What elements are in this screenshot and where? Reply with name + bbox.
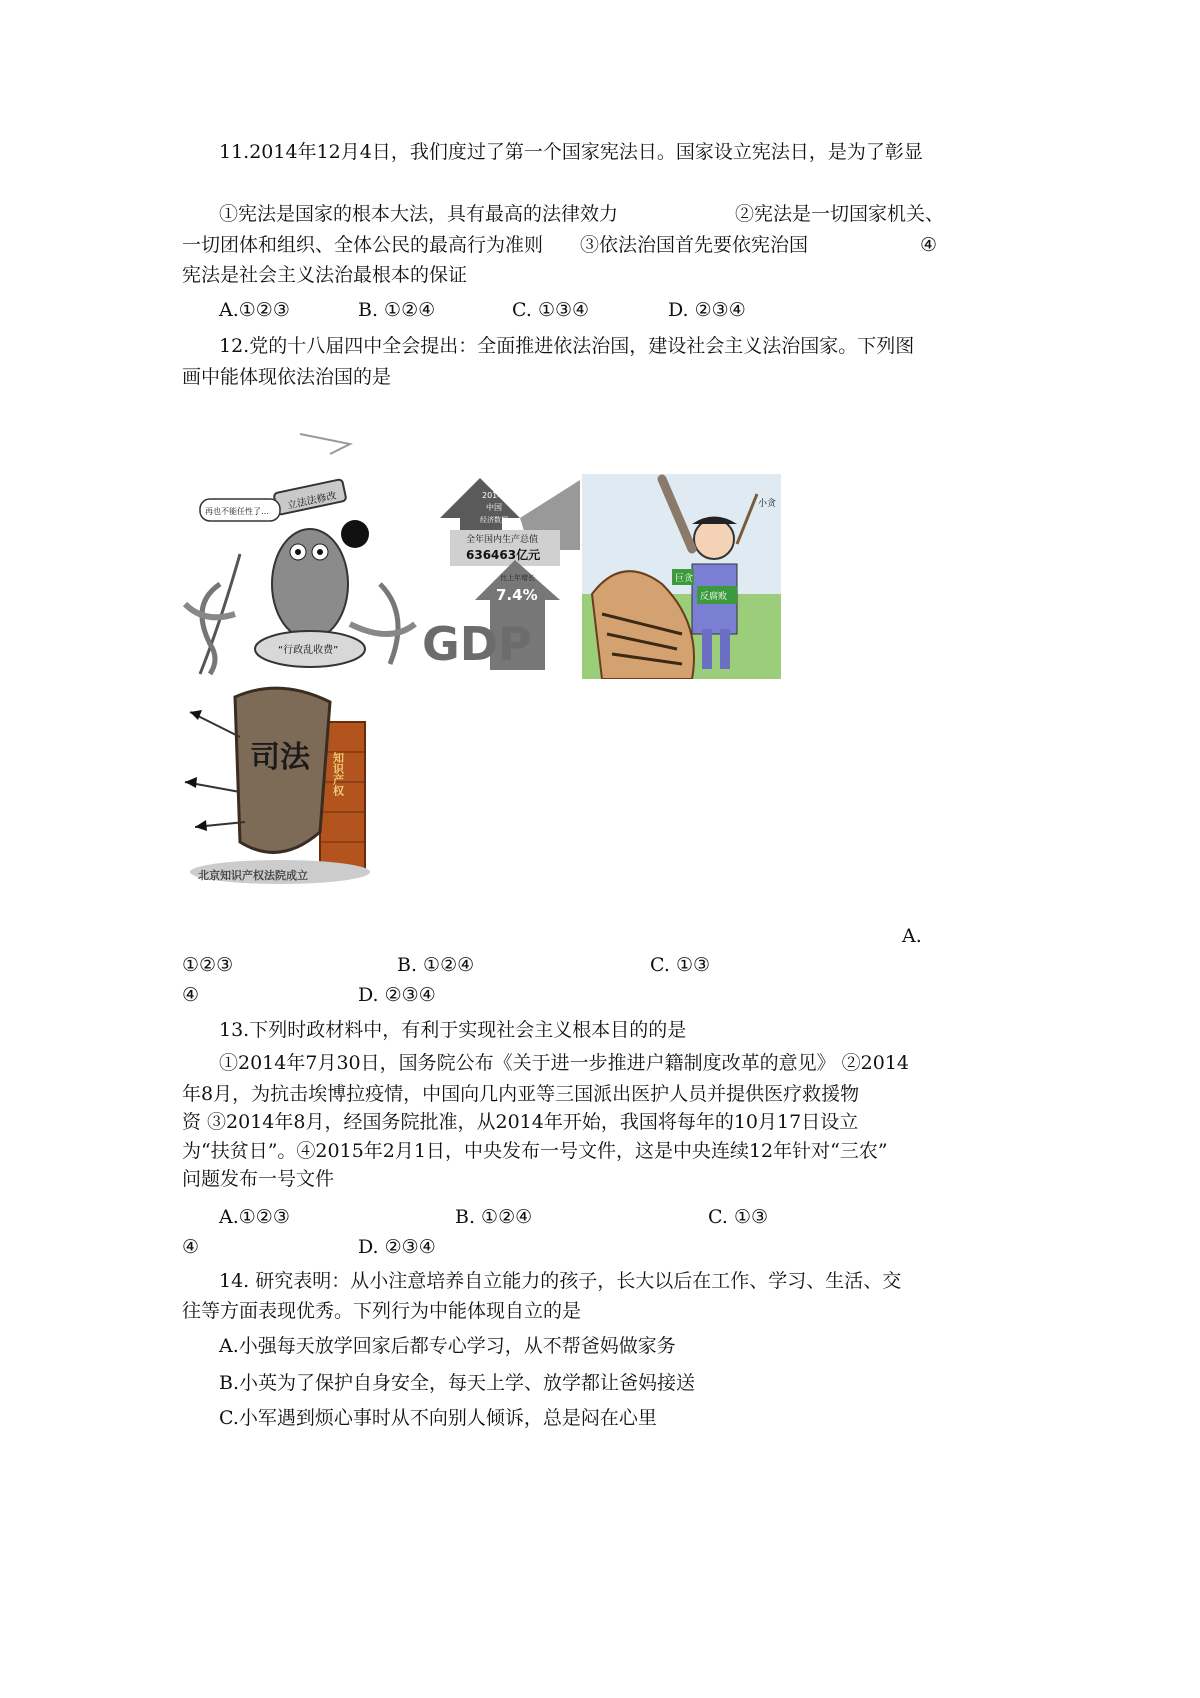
q12-choice-c-tail: ④ [182,984,200,1006]
q12-choice-a-value: ①②③ [182,954,234,976]
q13-material-line2: 年8月，为抗击埃博拉疫情，中国向几内亚等三国派出医护人员并提供医疗救援物 [182,1083,860,1105]
q11-choice-b: B. ①②④ [358,299,436,321]
q11-choice-a: A.①②③ [219,299,290,321]
q11-statement-2-cont: 一切团体和组织、全体公民的最高行为准则 [182,234,544,256]
cartoon2-sub1: 中国 [486,503,502,512]
q13-choice-c-tail: ④ [182,1236,200,1258]
q13-material-line4: 为“扶贫日”。④2015年2月1日，中央发布一号文件，这是中央连续12年针对“三农” [182,1140,888,1162]
cartoon2-rate: 7.4% [496,586,538,604]
q11-statement-4: 宪法是社会主义法治最根本的保证 [182,264,468,286]
q12-choice-a-label: A. [902,925,922,947]
q12-choice-b: B. ①②④ [397,954,475,976]
cartoon-gdp [420,470,582,679]
cartoon2-gdp-word: GDP [422,617,532,671]
q13-material-line5: 问题发布一号文件 [182,1168,335,1190]
cartoon1-sign: 立法法修改 [286,490,338,512]
q11-stem: 11.2014年12月4日，我们度过了第一个国家宪法日。国家设立宪法日，是为了彰显 [219,141,923,163]
cartoon1-base: “行政乱收费” [278,645,339,656]
q13-stem: 13.下列时政材料中，有利于实现社会主义根本目的的是 [219,1019,687,1041]
q14-stem-line1: 14. 研究表明：从小注意培养自立能力的孩子，长大以后在工作、学习、生活、交 [219,1270,902,1292]
cartoon2-year: 2014年 [482,491,511,500]
q13-material-line1: ①2014年7月30日，国务院公布《关于进一步推进户籍制度改革的意见》 ②2014 [219,1052,910,1074]
q14-option-c: C.小军遇到烦心事时从不向别人倾诉，总是闷在心里 [219,1407,657,1429]
q11-statement-3: ③依法治国首先要依宪治国 [580,234,809,256]
q12-choice-c: C. ①③ [650,954,711,976]
cartoon4-caption: 北京知识产权法院成立 [198,869,308,882]
cartoon2-value: 636463亿元 [466,548,541,562]
q12-choice-d: D. ②③④ [358,984,436,1006]
q13-choice-a: A.①②③ [219,1206,290,1228]
cartoon2-note: 比上年增长 [500,574,535,582]
q11-choice-c: C. ①③④ [512,299,590,321]
cartoon4-shield-label: 司法 [250,740,310,775]
q12-stem-line2: 画中能体现依法治国的是 [182,366,392,388]
q11-choice-d: D. ②③④ [668,299,746,321]
q14-stem-line2: 往等方面表现优秀。下列行为中能体现自立的是 [182,1300,582,1322]
q14-option-b: B.小英为了保护自身安全，每天上学、放学都让爸妈接送 [219,1372,696,1394]
cartoon4-books-label: 知识产权 [331,752,345,796]
q12-stem-line1: 12.党的十八届四中全会提出：全面推进依法治国，建设社会主义法治国家。下列图 [219,335,915,357]
cartoon1-bubble: 再也不能任性了… [205,507,269,516]
q11-statement-2: ②宪法是一切国家机关、 [735,203,945,225]
cartoon-legislation-law [180,424,420,679]
q13-choice-b: B. ①②④ [455,1206,533,1228]
cartoon2-title: 全年国内生产总值 [466,535,539,545]
cartoon3-fly-label: 小贪 [758,499,777,509]
q11-statement-4-num: ④ [920,234,938,256]
cartoon2-sub2: 经济数据 [480,516,508,524]
cartoon3-tiger-label: 巨贪 [675,574,694,584]
q13-choice-d: D. ②③④ [358,1236,436,1258]
cartoon3-man-label: 反腐败 [700,592,728,602]
cartoon-judiciary [180,682,375,887]
q13-material-line3: 资 ③2014年8月，经国务院批准，从2014年开始，我国将每年的10月17日设立 [182,1111,859,1133]
cartoon-anti-corruption [582,474,781,679]
q13-choice-c: C. ①③ [708,1206,769,1228]
q14-option-a: A.小强每天放学回家后都专心学习，从不帮爸妈做家务 [219,1335,676,1357]
q11-statement-1: ①宪法是国家的根本大法，具有最高的法律效力 [219,203,619,225]
